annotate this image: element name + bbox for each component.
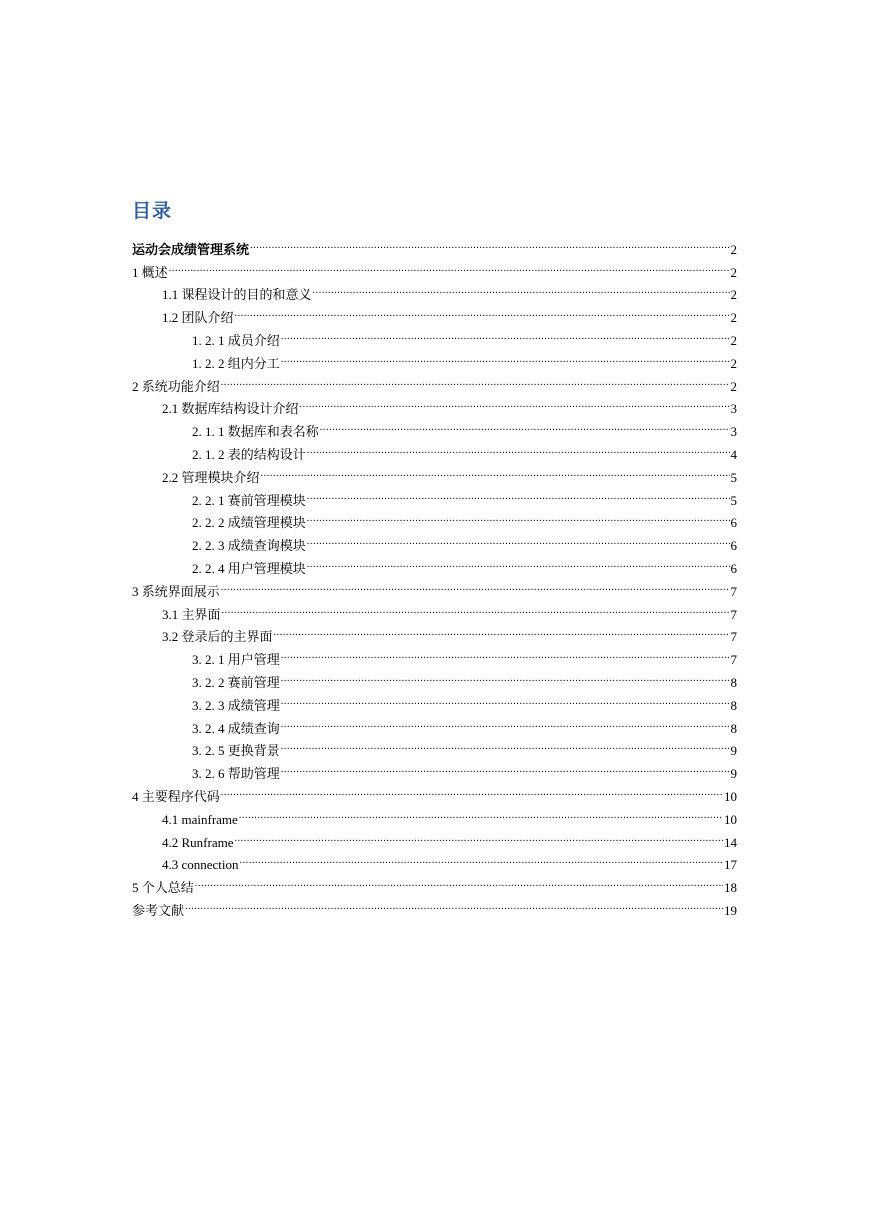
- toc-entry-text: 3. 2. 2 赛前管理: [192, 674, 280, 690]
- toc-entry-page-number: 7: [730, 652, 737, 668]
- toc-entry-page-number: 8: [730, 697, 737, 713]
- toc-entry-text: 4.2 Runframe: [162, 834, 234, 850]
- toc-entry-page-number: 2: [730, 355, 737, 371]
- toc-entry-text: 3. 2. 6 帮助管理: [192, 766, 280, 782]
- toc-entry-text: 2.2 管理模块介绍: [162, 469, 260, 485]
- toc-entry-text: 1.2 团队介绍: [162, 310, 234, 326]
- toc-entry[interactable]: [132, 869, 737, 896]
- dot-leader: [281, 322, 730, 345]
- dot-leader: [307, 482, 730, 505]
- toc-entry-text: 3 系统界面展示: [132, 583, 220, 599]
- toc-entry-text: 3.1 主界面: [162, 606, 221, 622]
- dot-leader: [240, 847, 723, 870]
- dot-leader: [234, 824, 723, 847]
- toc-entry-text: 4.1 mainframe: [162, 811, 238, 827]
- toc-entry-text: 2. 2. 1 赛前管理模块: [192, 492, 306, 508]
- dot-leader: [250, 231, 729, 254]
- toc-entry-page-number: 3: [730, 424, 737, 440]
- toc-entry-page-number: 8: [730, 720, 737, 736]
- dot-leader: [221, 573, 730, 596]
- toc-entry-text: 4 主要程序代码: [132, 788, 220, 804]
- toc-entry[interactable]: [132, 596, 737, 622]
- toc-entry-page-number: 2: [730, 287, 737, 303]
- toc-entry[interactable]: [132, 254, 737, 280]
- toc-entry[interactable]: [132, 391, 737, 417]
- dot-leader: [239, 801, 723, 824]
- toc-entry-text: 1 概述: [132, 264, 168, 280]
- toc-entry-page-number: 2: [730, 241, 737, 257]
- dot-leader: [281, 733, 730, 756]
- dot-leader: [281, 664, 730, 687]
- toc-entry-page-number: 5: [730, 492, 737, 508]
- dot-leader: [261, 459, 730, 482]
- toc-entry-page-number: 6: [730, 538, 737, 554]
- toc-entry-text: 3.2 登录后的主界面: [162, 629, 273, 645]
- dot-leader: [221, 778, 723, 801]
- toc-entry-text: 4.3 connection: [162, 857, 239, 873]
- toc-entry-page-number: 2: [730, 378, 737, 394]
- dot-leader: [307, 436, 730, 459]
- toc-entry-page-number: 3: [730, 401, 737, 417]
- dot-leader: [313, 277, 730, 300]
- toc-entry-text: 2 系统功能介绍: [132, 378, 220, 394]
- dot-leader: [281, 687, 730, 710]
- dot-leader: [307, 550, 730, 573]
- toc-entry-text: 1.1 课程设计的目的和意义: [162, 287, 312, 303]
- dot-leader: [281, 641, 730, 664]
- table-of-contents: [132, 231, 737, 918]
- toc-entry-text: 2. 1. 1 数据库和表名称: [192, 424, 319, 440]
- toc-entry[interactable]: [132, 619, 737, 645]
- toc-entry-text: 3. 2. 5 更换背景: [192, 743, 280, 759]
- toc-entry-page-number: 10: [724, 811, 737, 827]
- toc-entry-text: 3. 2. 1 用户管理: [192, 652, 280, 668]
- dot-leader: [235, 299, 730, 322]
- toc-entry-text: 2. 2. 2 成绩管理模块: [192, 515, 306, 531]
- toc-entry-page-number: 7: [730, 583, 737, 599]
- toc-entry-text: 3. 2. 4 成绩查询: [192, 720, 280, 736]
- dot-leader: [195, 869, 723, 892]
- toc-title: 目录: [132, 200, 173, 222]
- dot-leader: [307, 505, 730, 528]
- toc-entry-page-number: 4: [730, 446, 737, 462]
- dot-leader: [185, 892, 723, 915]
- dot-leader: [169, 254, 730, 277]
- toc-entry-page-number: 19: [724, 902, 737, 918]
- toc-entry-text: 1. 2. 2 组内分工: [192, 355, 280, 371]
- toc-entry-page-number: 8: [730, 674, 737, 690]
- toc-entry-text: 2.1 数据库结构设计介绍: [162, 401, 299, 417]
- dot-leader: [274, 619, 730, 642]
- dot-leader: [222, 596, 730, 619]
- toc-entry-text: 2. 2. 3 成绩查询模块: [192, 538, 306, 554]
- toc-entry-page-number: 2: [730, 332, 737, 348]
- toc-entry[interactable]: [132, 277, 737, 303]
- toc-entry[interactable]: [132, 573, 737, 599]
- toc-entry-page-number: 2: [730, 310, 737, 326]
- dot-leader: [281, 345, 730, 368]
- toc-entry-page-number: 17: [724, 857, 737, 873]
- toc-entry-text: 2. 1. 2 表的结构设计: [192, 446, 306, 462]
- toc-entry-page-number: 6: [730, 515, 737, 531]
- toc-entry-page-number: 7: [730, 629, 737, 645]
- toc-entry-text: 1. 2. 1 成员介绍: [192, 332, 280, 348]
- toc-entry-page-number: 7: [730, 606, 737, 622]
- toc-entry-text: 5 个人总结: [132, 880, 194, 896]
- toc-entry-page-number: 14: [724, 834, 737, 850]
- toc-entry-text: 参考文献: [132, 902, 185, 918]
- toc-entry[interactable]: [132, 368, 737, 394]
- toc-entry[interactable]: [132, 892, 737, 918]
- dot-leader: [281, 755, 730, 778]
- dot-leader: [320, 413, 730, 436]
- toc-entry-page-number: 5: [730, 469, 737, 485]
- toc-entry-page-number: 2: [730, 264, 737, 280]
- toc-entry-text: 3. 2. 3 成绩管理: [192, 697, 280, 713]
- dot-leader: [300, 391, 730, 414]
- toc-entry[interactable]: [132, 801, 737, 827]
- toc-entry-text: 2. 2. 4 用户管理模块: [192, 560, 306, 576]
- toc-entry[interactable]: [132, 231, 737, 257]
- dot-leader: [281, 710, 730, 733]
- toc-entry[interactable]: [132, 778, 737, 804]
- dot-leader: [307, 527, 730, 550]
- toc-entry-page-number: 10: [724, 788, 737, 804]
- toc-entry-page-number: 9: [730, 743, 737, 759]
- toc-entry-page-number: 18: [724, 880, 737, 896]
- toc-entry-page-number: 9: [730, 766, 737, 782]
- toc-entry-page-number: 6: [730, 560, 737, 576]
- toc-entry-text: 运动会成绩管理系统: [132, 241, 250, 257]
- dot-leader: [221, 368, 730, 391]
